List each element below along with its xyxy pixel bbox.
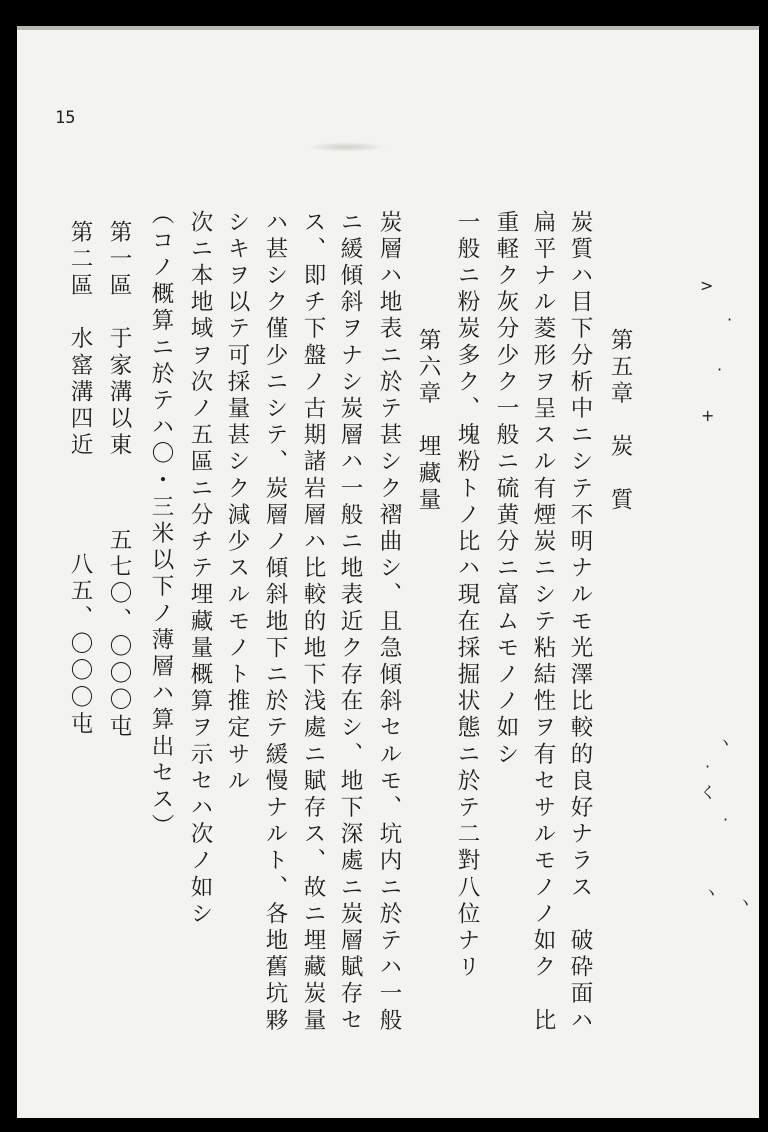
district-label: 第二區 水窰溝四近 bbox=[67, 220, 93, 460]
district-amount: 五七〇、〇〇〇屯 bbox=[106, 528, 132, 741]
text-column: （コノ概算ニ於テハ〇・三米以下ノ薄層ハ算出セス） bbox=[148, 202, 174, 841]
margin-mark: ヽ bbox=[703, 883, 720, 902]
document-page bbox=[17, 26, 759, 1118]
margin-mark: ヽ bbox=[737, 893, 754, 912]
margin-mark: · bbox=[727, 310, 733, 329]
text-column: シキヲ以テ可採量甚シク減少スルモノト推定サル bbox=[224, 210, 250, 796]
margin-mark: · bbox=[723, 810, 729, 829]
text-column: 重軽ク灰分少ク一般ニ硫黄分ニ富ムモノノ如シ bbox=[493, 210, 519, 769]
text-column: ニ緩傾斜ヲナシ炭層ハ一般ニ地表近ク存在シ、地下深處ニ炭層賦存セ bbox=[337, 210, 363, 1035]
page-number: 15 bbox=[55, 108, 76, 128]
district-label: 第一區 于家溝以東 bbox=[106, 220, 132, 460]
text-column: 炭質ハ目下分析中ニシテ不明ナルモ光澤比較的良好ナラス 破砕面ハ bbox=[567, 210, 593, 1035]
paper-smudge bbox=[307, 142, 387, 152]
margin-mark: · bbox=[705, 757, 711, 776]
text-column: 次ニ本地域ヲ次ノ五區ニ分チテ埋藏量概算ヲ示セハ次ノ如シ bbox=[187, 210, 213, 929]
margin-mark: く bbox=[700, 783, 717, 802]
margin-mark: > bbox=[700, 276, 714, 295]
margin-mark: ヽ bbox=[717, 733, 734, 752]
chapter-5-heading: 第五章 炭 質 bbox=[607, 328, 633, 515]
chapter-6-heading: 第六章 埋藏量 bbox=[415, 328, 441, 515]
margin-mark: · bbox=[717, 360, 723, 379]
margin-mark: + bbox=[701, 406, 715, 425]
text-column: 扁平ナル菱形ヲ呈スル有煙炭ニシテ粘結性ヲ有セサルモノノ如ク 比 bbox=[530, 210, 556, 1035]
text-column: 一般ニ粉炭多ク、塊粉トノ比ハ現在採掘状態ニ於テ二對八位ナリ bbox=[454, 210, 480, 982]
district-amount: 八五、〇〇〇屯 bbox=[67, 552, 93, 739]
text-column: ハ甚シク僅少ニシテ、炭層ノ傾斜地下ニ於テ緩慢ナルト、各地舊坑夥 bbox=[262, 210, 288, 1035]
text-column: 炭層ハ地表ニ於テ甚シク褶曲シ、且急傾斜セルモ、坑内ニ於テハ一般 bbox=[376, 210, 402, 1035]
text-column: ス、即チ下盤ノ古期諸岩層ハ比較的地下浅處ニ賦存ス、故ニ埋藏炭量 bbox=[300, 210, 326, 1035]
